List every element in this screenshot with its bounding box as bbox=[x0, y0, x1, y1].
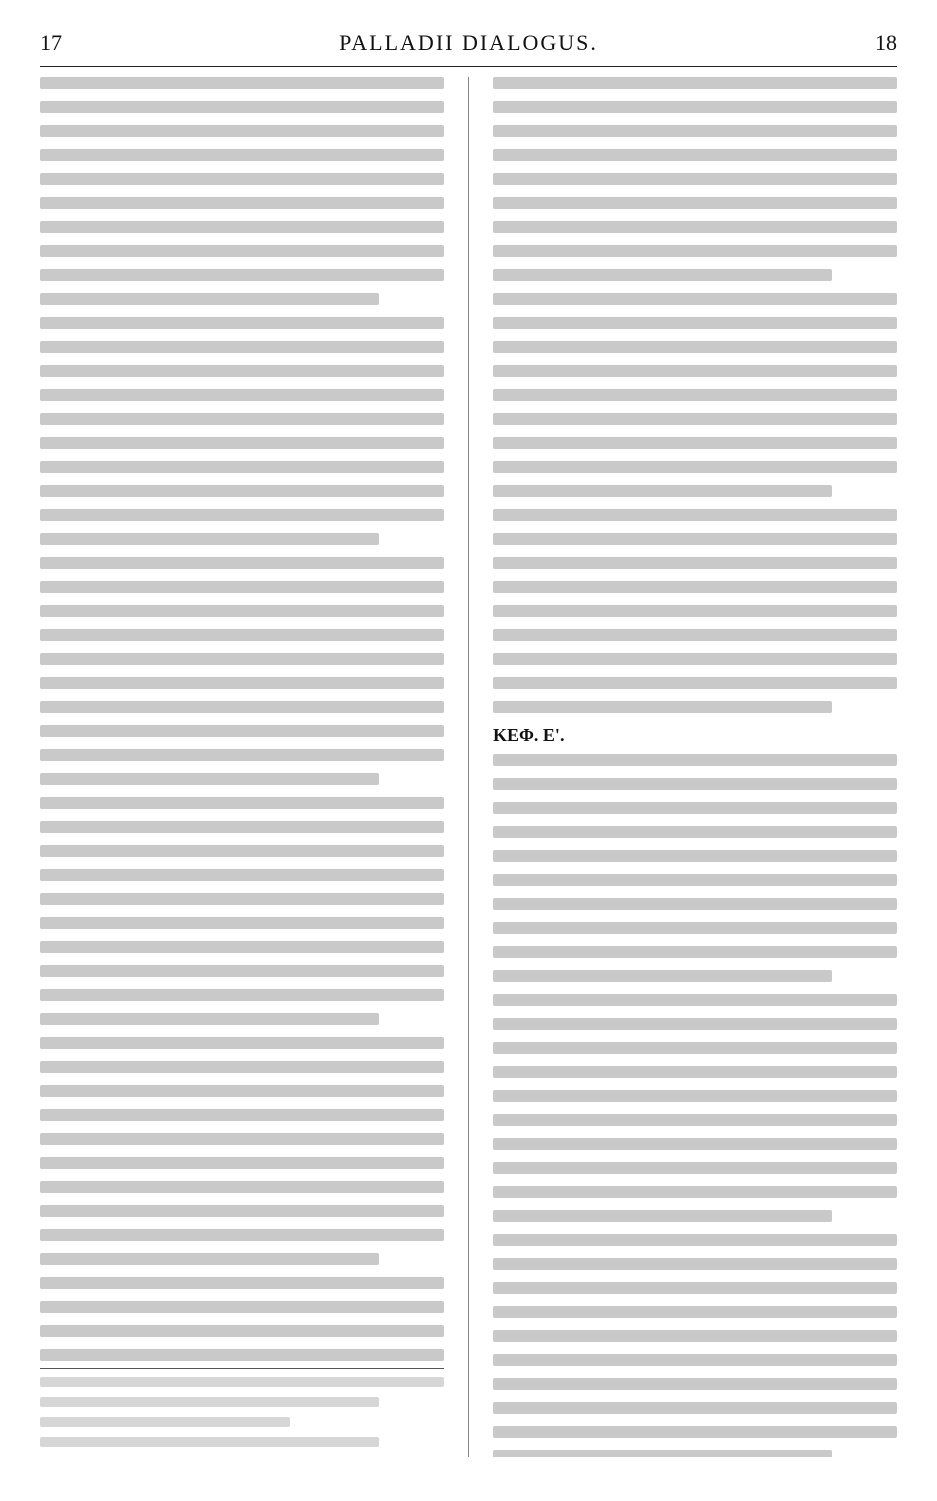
text-line bbox=[493, 269, 832, 281]
text-line bbox=[493, 1378, 897, 1390]
chapter-heading: ΚΕΦ. Ε'. bbox=[493, 725, 565, 745]
text-line bbox=[40, 1181, 444, 1193]
text-line bbox=[493, 533, 897, 545]
text-line bbox=[493, 754, 897, 766]
text-columns bbox=[40, 77, 897, 1457]
text-line bbox=[40, 965, 444, 977]
text-line bbox=[493, 437, 897, 449]
text-line bbox=[40, 701, 444, 713]
text-line bbox=[40, 1157, 444, 1169]
text-line bbox=[40, 1301, 444, 1313]
text-line bbox=[493, 485, 832, 497]
text-line bbox=[493, 221, 897, 233]
text-line bbox=[40, 173, 444, 185]
left-column bbox=[40, 77, 444, 1457]
text-line bbox=[40, 797, 444, 809]
text-line bbox=[40, 1397, 379, 1407]
text-line bbox=[40, 1377, 444, 1387]
text-line bbox=[493, 293, 897, 305]
text-line bbox=[493, 946, 897, 958]
text-line bbox=[493, 317, 897, 329]
text-line bbox=[493, 1354, 897, 1366]
text-line bbox=[493, 970, 832, 982]
text-line bbox=[40, 653, 444, 665]
text-line bbox=[40, 1277, 444, 1289]
text-line bbox=[40, 389, 444, 401]
text-line bbox=[493, 922, 897, 934]
text-line bbox=[40, 317, 444, 329]
text-line bbox=[40, 1253, 379, 1265]
left-column-body bbox=[40, 77, 444, 1361]
text-line bbox=[40, 245, 444, 257]
text-line bbox=[40, 1417, 290, 1427]
column-divider bbox=[468, 77, 469, 1457]
text-line bbox=[493, 197, 897, 209]
text-line bbox=[493, 461, 897, 473]
text-line bbox=[493, 581, 897, 593]
text-line bbox=[40, 101, 444, 113]
text-line bbox=[40, 581, 444, 593]
page-number-left: 17 bbox=[40, 30, 62, 55]
page-number-right: 18 bbox=[874, 30, 897, 55]
text-line bbox=[40, 1013, 379, 1025]
text-line bbox=[40, 917, 444, 929]
text-line bbox=[493, 1210, 832, 1222]
text-line bbox=[40, 1133, 444, 1145]
text-line bbox=[493, 389, 897, 401]
text-line bbox=[493, 629, 897, 641]
text-line bbox=[40, 821, 444, 833]
text-line bbox=[493, 125, 897, 137]
right-column bbox=[493, 77, 897, 1457]
text-line bbox=[40, 1325, 444, 1337]
text-line bbox=[493, 653, 897, 665]
text-line bbox=[40, 1085, 444, 1097]
text-line bbox=[493, 701, 832, 713]
text-line bbox=[493, 509, 897, 521]
text-line bbox=[493, 1066, 897, 1078]
text-line bbox=[493, 1138, 897, 1150]
text-line bbox=[40, 509, 444, 521]
text-line bbox=[493, 1186, 897, 1198]
text-line bbox=[493, 778, 897, 790]
text-line bbox=[40, 437, 444, 449]
text-line bbox=[493, 1042, 897, 1054]
text-line bbox=[493, 173, 897, 185]
text-line bbox=[40, 77, 444, 89]
text-line bbox=[493, 1306, 897, 1318]
text-line bbox=[40, 293, 379, 305]
text-line bbox=[493, 826, 897, 838]
text-line bbox=[40, 629, 444, 641]
text-line bbox=[493, 1018, 897, 1030]
text-line bbox=[493, 149, 897, 161]
text-line bbox=[40, 989, 444, 1001]
text-line bbox=[493, 1162, 897, 1174]
text-line bbox=[40, 1037, 444, 1049]
text-line bbox=[40, 941, 444, 953]
text-line bbox=[40, 269, 444, 281]
text-line bbox=[40, 1061, 444, 1073]
text-line bbox=[493, 557, 897, 569]
text-line bbox=[40, 893, 444, 905]
text-line bbox=[493, 245, 897, 257]
footnotes bbox=[40, 1368, 444, 1457]
text-line bbox=[493, 1114, 897, 1126]
text-line bbox=[493, 850, 897, 862]
text-line bbox=[493, 101, 897, 113]
right-column-body-top bbox=[493, 77, 897, 713]
text-line bbox=[40, 341, 444, 353]
text-line bbox=[493, 898, 897, 910]
text-line bbox=[40, 749, 444, 761]
text-line bbox=[493, 802, 897, 814]
text-line bbox=[40, 1349, 444, 1361]
text-line bbox=[493, 413, 897, 425]
text-line bbox=[40, 725, 444, 737]
text-line bbox=[493, 341, 897, 353]
text-line bbox=[493, 677, 897, 689]
text-line bbox=[40, 1437, 379, 1447]
text-line bbox=[40, 557, 444, 569]
text-line bbox=[493, 1450, 832, 1457]
text-line bbox=[493, 77, 897, 89]
text-line bbox=[40, 533, 379, 545]
text-line bbox=[493, 874, 897, 886]
text-line bbox=[493, 1426, 897, 1438]
text-line bbox=[40, 197, 444, 209]
text-line bbox=[493, 1282, 897, 1294]
text-line bbox=[493, 1258, 897, 1270]
text-line bbox=[40, 149, 444, 161]
text-line bbox=[40, 845, 444, 857]
text-line bbox=[40, 869, 444, 881]
text-line bbox=[40, 485, 444, 497]
text-line bbox=[40, 605, 444, 617]
text-line bbox=[40, 125, 444, 137]
right-column-body-bottom bbox=[493, 754, 897, 1457]
running-title: PALLADII DIALOGUS. bbox=[339, 30, 598, 55]
text-line bbox=[493, 1090, 897, 1102]
text-line bbox=[40, 221, 444, 233]
text-line bbox=[493, 1330, 897, 1342]
text-line bbox=[40, 1229, 444, 1241]
text-line bbox=[493, 365, 897, 377]
text-line bbox=[40, 413, 444, 425]
text-line bbox=[493, 1402, 897, 1414]
text-line bbox=[40, 1205, 444, 1217]
text-line bbox=[493, 605, 897, 617]
text-line bbox=[493, 994, 897, 1006]
text-line bbox=[40, 365, 444, 377]
text-line bbox=[40, 461, 444, 473]
running-header bbox=[40, 30, 897, 67]
text-line bbox=[40, 773, 379, 785]
text-line bbox=[40, 1109, 444, 1121]
text-line bbox=[40, 677, 444, 689]
text-line bbox=[493, 1234, 897, 1246]
